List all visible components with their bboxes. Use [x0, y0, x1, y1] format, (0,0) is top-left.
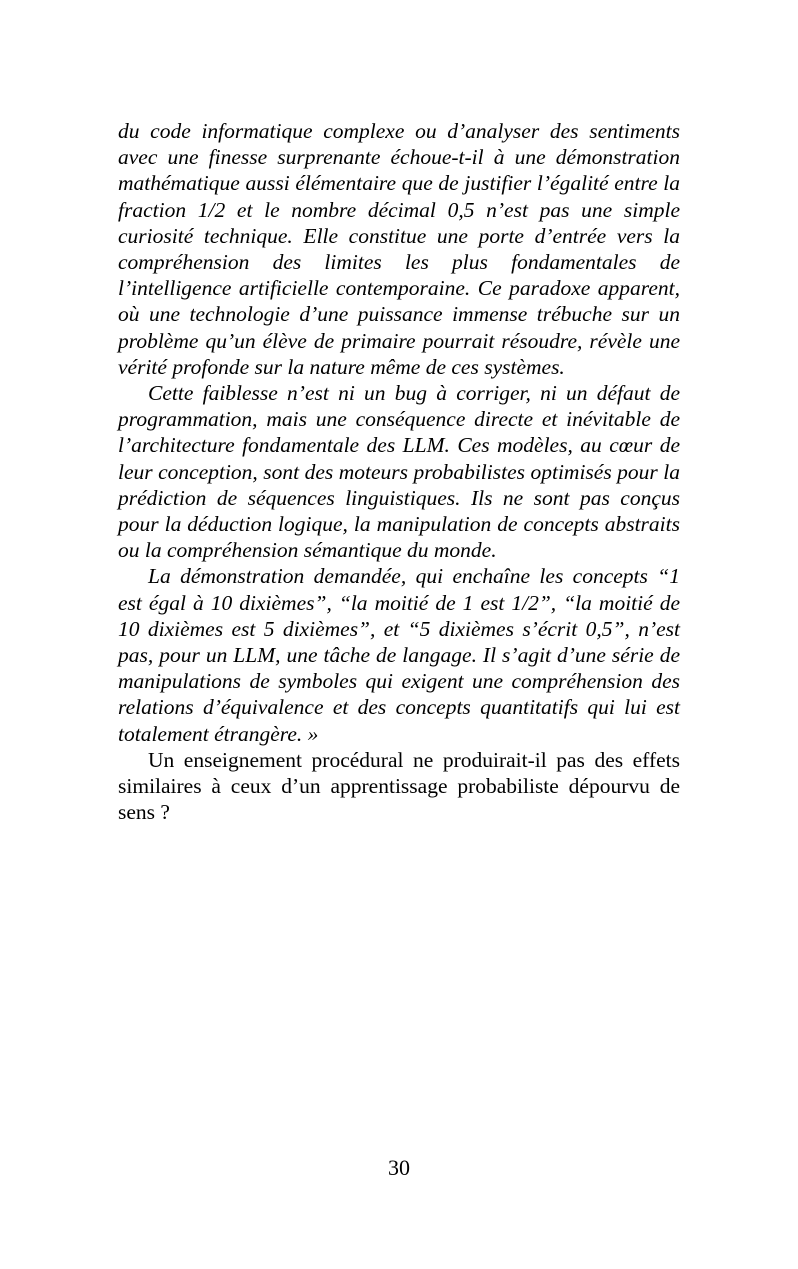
paragraph-3: La démonstration demandée, qui enchaîne les concepts “1 est égal à 10 dixièmes”, “la moitié de 1 est 1/2”, “la moitié de 10 dixièmes est 5 dixièmes”, et “5 dixièmes s’écrit 0,5”, n’est pas, pour un LLM, une tâche de langage. Il s’agit d’une série de manipulations de symboles qui exigent une compréhension des relations d’équivalence et des concepts quantitatifs qui lui est totalement étrangère. » — [118, 564, 680, 746]
paragraph-4: Un enseignement procédural ne produirait-il pas des effets similaires à ceux d’un apprentissage probabiliste dépourvu de sens ? — [118, 747, 680, 825]
page-body — [118, 118, 680, 825]
page-number: 30 — [388, 1155, 410, 1180]
paragraph-2: Cette faiblesse n’est ni un bug à corriger, ni un défaut de programmation, mais une conséquence directe et inévitable de l’architecture fondamentale des LLM. Ces modèles, au cœur de leur conception, sont des moteurs probabilistes optimisés pour la prédiction de séquences linguistiques. Ils ne sont pas conçus pour la déduction logique, la manipulation de concepts abstraits ou la compréhension sémantique du monde. — [118, 381, 680, 563]
paragraph-1: du code informatique complexe ou d’analyser des sentiments avec une finesse surprenante échoue-t-il à une démonstration mathématique aussi élémentaire que de justifier l’égalité entre la fraction 1/2 et le nombre décimal 0,5 n’est pas une simple curiosité technique. Elle constitue une porte d’entrée vers la compréhension des limites les plus fondamentales de l’intelligence artificielle contemporaine. Ce paradoxe apparent, où une technologie d’une puissance immense trébuche sur un problème qu’un élève de primaire pourrait résoudre, révèle une vérité profonde sur la nature même de ces systèmes. — [118, 119, 680, 379]
